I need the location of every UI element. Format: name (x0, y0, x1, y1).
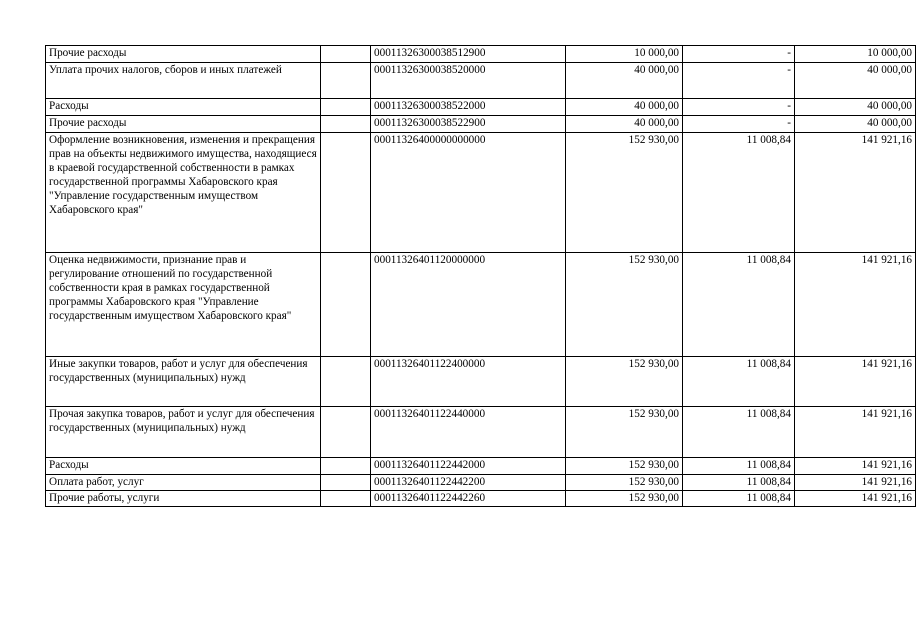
budget-execution-table (45, 45, 916, 507)
approved-amount-cell: 40 000,00 (566, 99, 683, 116)
table-row (46, 99, 916, 116)
budget-code-cell: 00011326300038520000 (371, 63, 566, 99)
budget-code-cell: 00011326401120000000 (371, 253, 566, 357)
empty-cell (321, 407, 371, 458)
budget-code-cell: 00011326401122442000 (371, 458, 566, 475)
executed-amount-cell: 11 008,84 (683, 133, 795, 253)
empty-cell (321, 357, 371, 407)
budget-code-cell: 00011326300038512900 (371, 46, 566, 63)
executed-amount-cell: - (683, 46, 795, 63)
row-name-cell: Прочая закупка товаров, работ и услуг для обеспечения государственных (муниципальных) нужд (46, 407, 321, 458)
executed-amount-cell: 11 008,84 (683, 357, 795, 407)
approved-amount-cell: 152 930,00 (566, 357, 683, 407)
remaining-amount-cell: 10 000,00 (795, 46, 916, 63)
row-name-cell: Прочие расходы (46, 116, 321, 133)
empty-cell (321, 63, 371, 99)
row-name-cell: Прочие работы, услуги (46, 491, 321, 507)
remaining-amount-cell: 141 921,16 (795, 475, 916, 491)
empty-cell (321, 99, 371, 116)
table-row (46, 253, 916, 357)
remaining-amount-cell: 141 921,16 (795, 458, 916, 475)
approved-amount-cell: 10 000,00 (566, 46, 683, 63)
executed-amount-cell: 11 008,84 (683, 407, 795, 458)
executed-amount-cell: - (683, 99, 795, 116)
empty-cell (321, 458, 371, 475)
budget-code-cell: 00011326401122440000 (371, 407, 566, 458)
budget-code-cell: 00011326300038522000 (371, 99, 566, 116)
approved-amount-cell: 152 930,00 (566, 475, 683, 491)
table-row (46, 491, 916, 507)
table-row (46, 116, 916, 133)
remaining-amount-cell: 141 921,16 (795, 253, 916, 357)
executed-amount-cell: - (683, 63, 795, 99)
remaining-amount-cell: 141 921,16 (795, 491, 916, 507)
approved-amount-cell: 152 930,00 (566, 253, 683, 357)
budget-code-cell: 00011326401122442200 (371, 475, 566, 491)
remaining-amount-cell: 141 921,16 (795, 357, 916, 407)
row-name-cell: Оплата работ, услуг (46, 475, 321, 491)
budget-code-cell: 00011326400000000000 (371, 133, 566, 253)
empty-cell (321, 253, 371, 357)
remaining-amount-cell: 141 921,16 (795, 133, 916, 253)
empty-cell (321, 46, 371, 63)
executed-amount-cell: 11 008,84 (683, 253, 795, 357)
table-row (46, 46, 916, 63)
approved-amount-cell: 152 930,00 (566, 491, 683, 507)
remaining-amount-cell: 40 000,00 (795, 116, 916, 133)
budget-code-cell: 00011326401122400000 (371, 357, 566, 407)
executed-amount-cell: 11 008,84 (683, 458, 795, 475)
budget-code-cell: 00011326401122442260 (371, 491, 566, 507)
table-row (46, 458, 916, 475)
row-name-cell: Расходы (46, 99, 321, 116)
row-name-cell: Уплата прочих налогов, сборов и иных платежей (46, 63, 321, 99)
remaining-amount-cell: 40 000,00 (795, 63, 916, 99)
row-name-cell: Оценка недвижимости, признание прав и регулирование отношений по государственной собственности края в рамках государственной программы Хабаровского края "Управление государственным имуществом Хабаровского края" (46, 253, 321, 357)
budget-code-cell: 00011326300038522900 (371, 116, 566, 133)
empty-cell (321, 116, 371, 133)
approved-amount-cell: 40 000,00 (566, 63, 683, 99)
table-row (46, 63, 916, 99)
row-name-cell: Оформление возникновения, изменения и прекращения прав на объекты недвижимого имущества, находящиеся в краевой государственной собственности в рамках государственной программы Хабаровского края "Управление государственным имуществом Хабаровского края" (46, 133, 321, 253)
executed-amount-cell: - (683, 116, 795, 133)
row-name-cell: Прочие расходы (46, 46, 321, 63)
row-name-cell: Иные закупки товаров, работ и услуг для обеспечения государственных (муниципальных) нужд (46, 357, 321, 407)
executed-amount-cell: 11 008,84 (683, 475, 795, 491)
approved-amount-cell: 152 930,00 (566, 458, 683, 475)
empty-cell (321, 491, 371, 507)
remaining-amount-cell: 141 921,16 (795, 407, 916, 458)
approved-amount-cell: 40 000,00 (566, 116, 683, 133)
approved-amount-cell: 152 930,00 (566, 407, 683, 458)
executed-amount-cell: 11 008,84 (683, 491, 795, 507)
table-row (46, 475, 916, 491)
table-row (46, 357, 916, 407)
table-row (46, 407, 916, 458)
approved-amount-cell: 152 930,00 (566, 133, 683, 253)
empty-cell (321, 475, 371, 491)
empty-cell (321, 133, 371, 253)
row-name-cell: Расходы (46, 458, 321, 475)
remaining-amount-cell: 40 000,00 (795, 99, 916, 116)
table-row (46, 133, 916, 253)
